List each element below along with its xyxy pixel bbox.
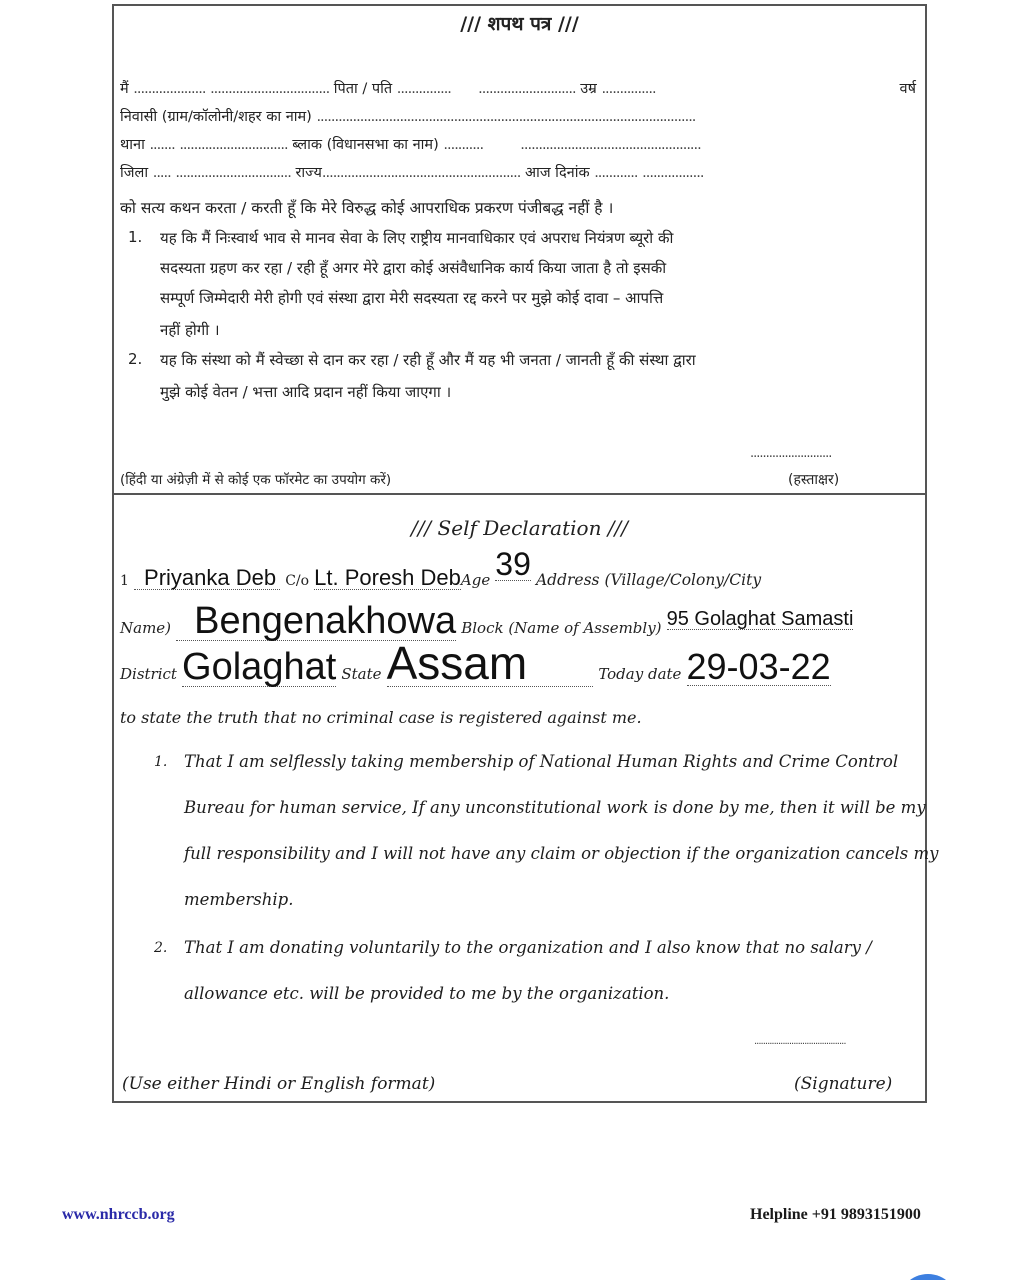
- hindi-label-police-station: थाना: [120, 137, 145, 153]
- english-field-block[interactable]: 95 Golaghat Samasti: [666, 608, 854, 630]
- english-statement: to state the truth that no criminal case is registered against me.: [120, 708, 642, 727]
- hindi-field-police-station[interactable]: .......: [149, 137, 175, 153]
- hindi-line-police: [120, 134, 922, 154]
- hindi-label-age: उम्र: [580, 81, 597, 97]
- affidavit-form: [112, 4, 939, 1103]
- hindi-field-block-2[interactable]: ..................................................: [520, 137, 701, 153]
- english-format-note: (Use either Hindi or English format): [122, 1074, 436, 1094]
- floating-action-button[interactable]: [898, 1274, 958, 1280]
- english-item-number: 1: [120, 573, 129, 589]
- english-field-date[interactable]: 29-03-22: [686, 646, 831, 687]
- english-field-name[interactable]: Priyanka Deb: [134, 567, 280, 590]
- hindi-label-father: पिता / पति: [333, 81, 393, 97]
- english-field-age[interactable]: 39: [495, 546, 531, 582]
- english-label-care-of: C/o: [285, 573, 310, 589]
- hindi-point-2-number: 2.: [128, 350, 143, 368]
- hindi-field-district-2[interactable]: ................................: [175, 165, 291, 181]
- hindi-label-block: ब्लाक (विधानसभा का नाम): [292, 137, 439, 153]
- english-field-village[interactable]: Bengenakhowa: [176, 602, 456, 641]
- hindi-title: /// शपथ पत्र ///: [460, 13, 579, 35]
- website-link[interactable]: www.nhrccb.org: [62, 1206, 175, 1223]
- english-title: /// Self Declaration ///: [410, 516, 629, 540]
- english-point-1-line-3: full responsibility and I will not have any claim or objection if the organization cancels my: [184, 844, 939, 863]
- hindi-label-resident: निवासी (ग्राम/कॉलोनी/शहर का नाम): [120, 109, 312, 125]
- english-field-care-of[interactable]: Lt. Poresh Deb: [314, 565, 461, 590]
- helpline-number: Helpline +91 9893151900: [750, 1206, 921, 1223]
- hindi-field-block[interactable]: ...........: [443, 137, 484, 153]
- english-label-date: Today date: [598, 665, 682, 683]
- hindi-signature-line[interactable]: ..........................: [750, 446, 832, 461]
- hindi-field-date-2[interactable]: .................: [642, 165, 704, 181]
- section-divider: [114, 493, 925, 495]
- hindi-point-2-line-1: यह कि संस्था को मैं स्वेच्छा से दान कर रहा / रही हूँ और मैं यह भी जनता / जानती हूँ की संस्था द्वारा: [160, 351, 696, 369]
- hindi-point-1-line-3: सम्पूर्ण जिम्मेदारी मेरी होगी एवं संस्था द्वारा मेरी सदस्यता रद्द करने पर मुझे कोई दावा – आपत्ति: [160, 289, 664, 307]
- hindi-point-1-number: 1.: [128, 228, 143, 246]
- hindi-line-name: [120, 78, 922, 98]
- english-label-state: State: [341, 665, 382, 683]
- hindi-field-resident[interactable]: .........................................................................................................: [316, 109, 696, 125]
- hindi-point-1-line-2: सदस्यता ग्रहण कर रहा / रही हूँ अगर मेरे द्वारा कोई असंवैधानिक कार्य किया जाता है तो इसकी: [160, 259, 667, 277]
- hindi-field-age[interactable]: ...............: [601, 81, 656, 97]
- hindi-field-father-2[interactable]: ...........................: [478, 81, 576, 97]
- english-signature-line[interactable]: ..........................................: [754, 1036, 846, 1047]
- english-point-1-line-1: That I am selflessly taking membership of National Human Rights and Crime Control: [184, 752, 899, 771]
- hindi-field-name[interactable]: ....................: [133, 81, 206, 97]
- hindi-signature-label: (हस्ताक्षर): [788, 472, 840, 488]
- hindi-label-state: राज्य: [295, 165, 322, 181]
- english-point-1-number: 1.: [154, 754, 168, 770]
- english-point-1-line-4: membership.: [184, 890, 294, 909]
- hindi-format-note: (हिंदी या अंग्रेज़ी में से कोई एक फॉरमेट का उपयोग करें): [120, 472, 392, 488]
- english-field-district[interactable]: Golaghat: [182, 646, 337, 688]
- english-label-address: Address (Village/Colony/City: [535, 571, 762, 589]
- hindi-line-district: [120, 162, 922, 182]
- hindi-label-years: वर्ष: [899, 81, 916, 97]
- english-label-district: District: [120, 665, 177, 683]
- english-point-2-number: 2.: [154, 940, 168, 956]
- hindi-point-1-line-4: नहीं होगी ।: [160, 321, 220, 339]
- english-point-2-line-1: That I am donating voluntarily to the organization and I also know that no salary /: [184, 938, 872, 957]
- hindi-label-date: आज दिनांक: [525, 165, 590, 181]
- english-point-1-line-2: Bureau for human service, If any unconstitutional work is done by me, then it will be my: [184, 798, 926, 817]
- hindi-label-district: जिला: [120, 165, 149, 181]
- hindi-field-district[interactable]: .....: [152, 165, 171, 181]
- hindi-point-2-line-2: मुझे कोई वेतन / भत्ता आदि प्रदान नहीं किया जाएगा ।: [160, 383, 452, 401]
- english-line-village: [120, 602, 853, 641]
- hindi-point-1-line-1: यह कि मैं निःस्वार्थ भाव से मानव सेवा के लिए राष्ट्रीय मानवाधिकार एवं अपराध नियंत्रण ब्यूरो की: [160, 229, 674, 247]
- english-label-block: Block (Name of Assembly): [461, 619, 662, 637]
- hindi-statement: को सत्य कथन करता / करती हूँ कि मेरे विरुद्ध कोई आपराधिक प्रकरण पंजीबद्ध नहीं है ।: [120, 199, 614, 217]
- english-signature-label: (Signature): [794, 1074, 893, 1094]
- english-field-state[interactable]: Assam: [387, 640, 594, 687]
- hindi-field-name-2[interactable]: .................................: [210, 81, 330, 97]
- hindi-field-date[interactable]: ............: [594, 165, 638, 181]
- english-label-age: Age: [460, 571, 491, 589]
- hindi-field-state[interactable]: .......................................................: [321, 165, 521, 181]
- hindi-line-resident: [120, 106, 922, 126]
- english-label-name-close: Name): [120, 619, 172, 637]
- hindi-field-father[interactable]: ...............: [396, 81, 451, 97]
- english-point-2-line-2: allowance etc. will be provided to me by the organization.: [184, 984, 670, 1003]
- english-line-district: [120, 637, 831, 689]
- english-line-name: [120, 546, 762, 591]
- hindi-field-police-station-2[interactable]: ..............................: [179, 137, 288, 153]
- hindi-label-i: मैं: [120, 81, 129, 97]
